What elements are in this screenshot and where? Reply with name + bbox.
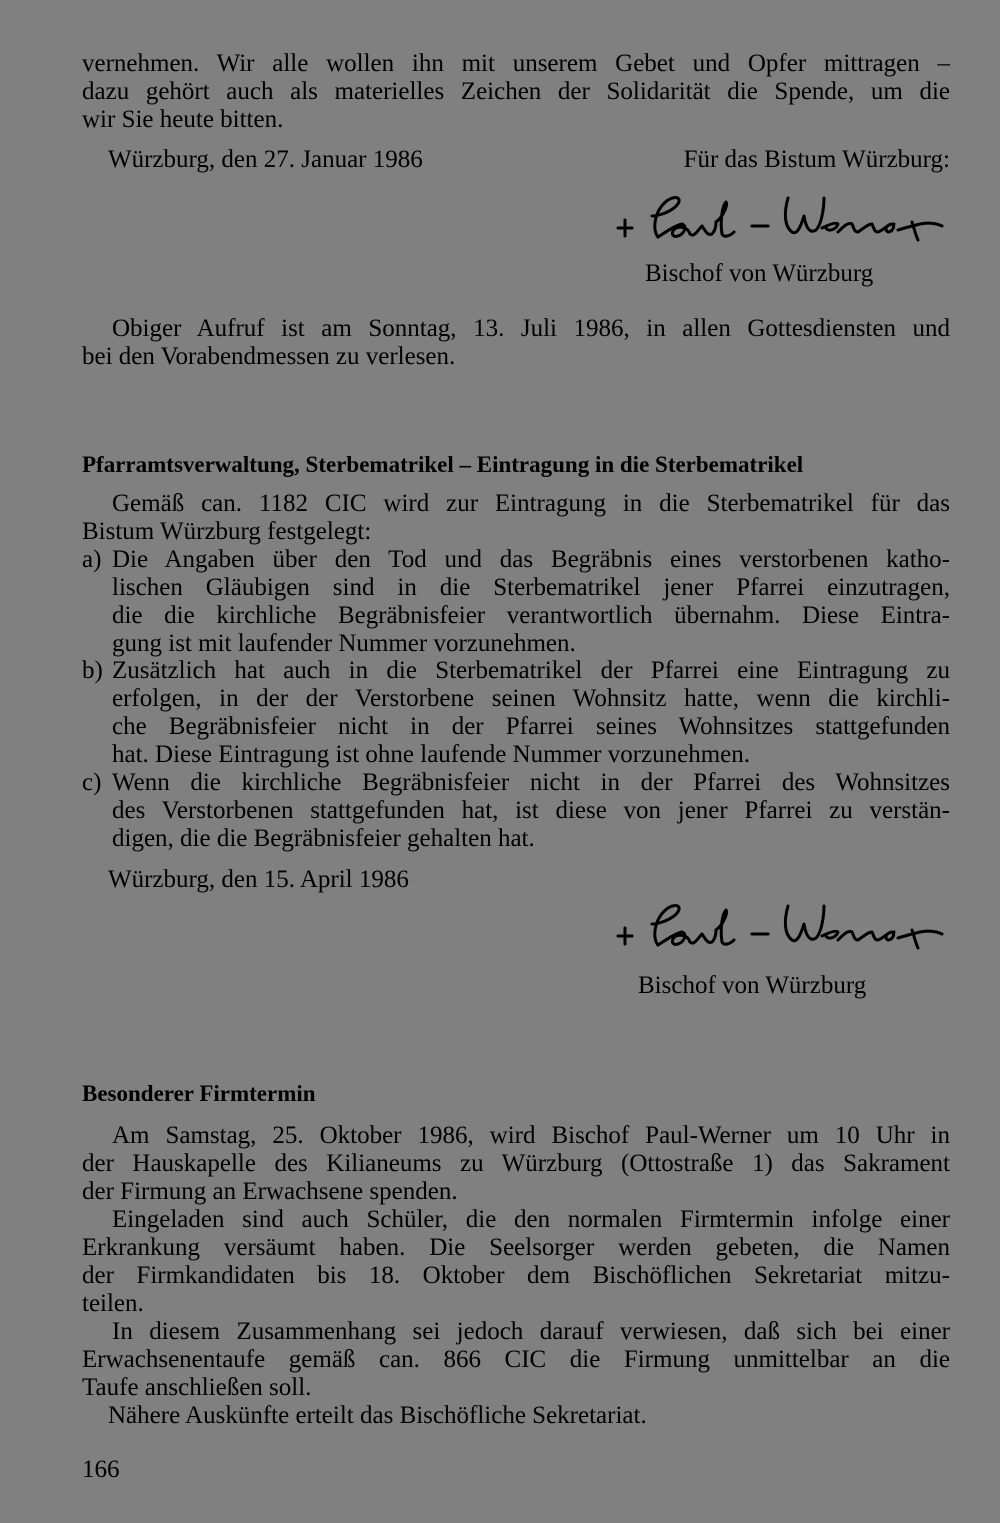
item-b-line-1: Zusätzlich hat auch in die Sterbematrikel der Pfarrei eine Eintragung zu xyxy=(112,657,950,684)
note-line-2: bei den Vorabendmessen zu verlesen. xyxy=(82,343,456,370)
signer-title-2: Bischof von Würzburg xyxy=(638,972,867,999)
para2-line-4: teilen. xyxy=(82,1290,144,1317)
section-heading-sterbematrikel: Pfarramtsverwaltung, Sterbematrikel – Eintragung in die Sterbematrikel xyxy=(82,452,804,477)
section-heading-firmtermin: Besonderer Firmtermin xyxy=(82,1081,316,1106)
item-c-line-2: des Verstorbenen stattgefunden hat, ist diese von jener Pfarrei zu verstän- xyxy=(112,797,950,824)
item-a-line-4: gung ist mit laufender Nummer vorzunehmen. xyxy=(112,630,576,657)
place-date-2: Würzburg, den 15. April 1986 xyxy=(108,866,409,893)
para3-line-2: Erwachsenentaufe gemäß can. 866 CIC die Firmung unmittelbar an die xyxy=(82,1346,950,1373)
para1-line-2: der Hauskapelle des Kilianeums zu Würzburg (Ottostraße 1) das Sakrament xyxy=(82,1150,950,1177)
item-c-line-1: Wenn die kirchliche Begräbnisfeier nicht in der Pfarrei des Wohnsitzes xyxy=(112,769,950,796)
para4-line-1: Nähere Auskünfte erteilt das Bischöfliche Sekretariat. xyxy=(108,1402,647,1429)
item-b-marker: b) xyxy=(82,657,103,684)
para2-line-1: Eingeladen sind auch Schüler, die den normalen Firmtermin infolge einer xyxy=(112,1206,950,1233)
item-a-line-3: die die kirchliche Begräbnisfeier verantwortlich übernahm. Diese Eintra- xyxy=(112,602,950,629)
para2-line-2: Erkrankung versäumt haben. Die Seelsorger werden gebeten, die Namen xyxy=(82,1234,950,1261)
page-number: 166 xyxy=(82,1456,120,1483)
item-a-line-2: lischen Gläubigen sind in die Sterbematrikel jener Pfarrei einzutragen, xyxy=(112,574,950,601)
place-date-1: Würzburg, den 27. Januar 1986 xyxy=(108,146,423,173)
intro-line-1: vernehmen. Wir alle wollen ihn mit unserem Gebet und Opfer mittragen – xyxy=(82,50,950,77)
signature-2 xyxy=(612,890,952,970)
intro-line-2: dazu gehört auch als materielles Zeichen der Solidarität die Spende, um die xyxy=(82,78,950,105)
para2-line-3: der Firmkandidaten bis 18. Oktober dem Bischöflichen Sekretariat mitzu- xyxy=(82,1262,950,1289)
note-line-1: Obiger Aufruf ist am Sonntag, 13. Juli 1986, in allen Gottesdiensten und xyxy=(112,315,950,342)
item-a-marker: a) xyxy=(82,546,102,573)
para1-line-3: der Firmung an Erwachsene spenden. xyxy=(82,1178,458,1205)
section1-lead-2: Bistum Würzburg festgelegt: xyxy=(82,518,372,545)
item-b-line-2: erfolgen, in der der Verstorbene seinen Wohnsitz hatte, wenn die kirchli- xyxy=(112,685,950,712)
para3-line-3: Taufe anschließen soll. xyxy=(82,1374,312,1401)
para3-line-1: In diesem Zusammenhang sei jedoch darauf verwiesen, daß sich bei einer xyxy=(112,1318,950,1345)
para1-line-1: Am Samstag, 25. Oktober 1986, wird Bischof Paul-Werner um 10 Uhr in xyxy=(112,1122,950,1149)
section1-lead-1: Gemäß can. 1182 CIC wird zur Eintragung in die Sterbematrikel für das xyxy=(112,490,950,517)
intro-line-3: wir Sie heute bitten. xyxy=(82,106,284,133)
signer-title-1: Bischof von Würzburg xyxy=(645,260,874,287)
item-b-line-4: hat. Diese Eintragung ist ohne laufende Nummer vorzunehmen. xyxy=(112,741,751,768)
item-c-marker: c) xyxy=(82,769,102,796)
item-a-line-1: Die Angaben über den Tod und das Begräbnis eines verstorbenen katho- xyxy=(112,546,950,573)
for-diocese: Für das Bistum Würzburg: xyxy=(683,146,950,173)
item-b-line-3: che Begräbnisfeier nicht in der Pfarrei seines Wohnsitzes stattgefunden xyxy=(112,713,950,740)
signature-1 xyxy=(612,182,952,262)
item-c-line-3: digen, die die Begräbnisfeier gehalten hat. xyxy=(112,825,535,852)
